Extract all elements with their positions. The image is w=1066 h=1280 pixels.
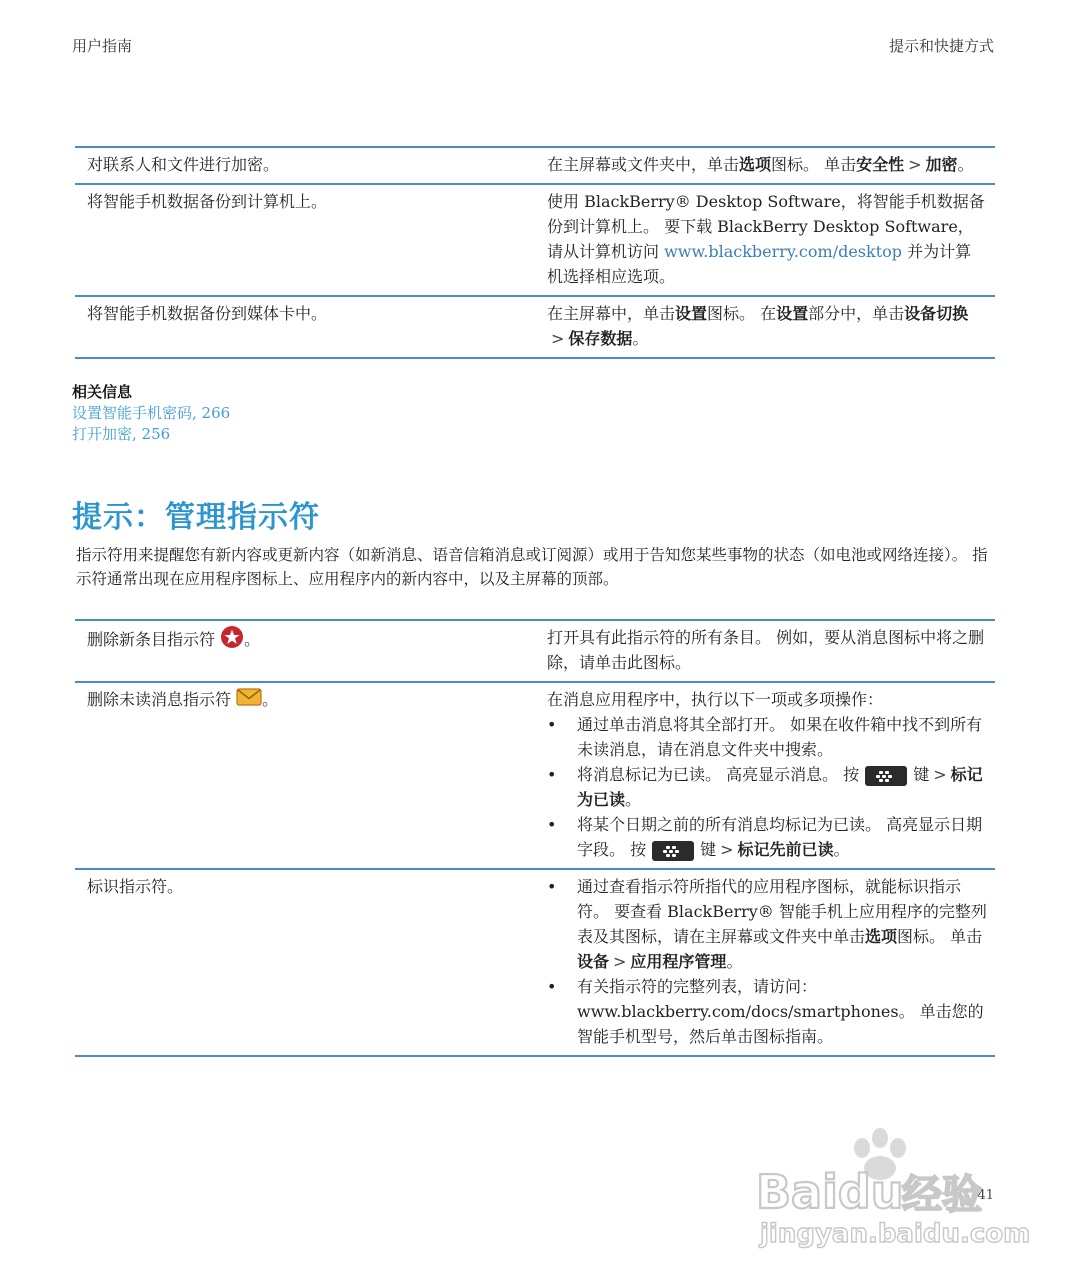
ui-term: 选项 <box>865 927 898 946</box>
task-cell: 将智能手机数据备份到媒体卡中。 <box>75 296 535 358</box>
running-header-right: 提示和快捷方式 <box>888 37 994 55</box>
text: 通过单击消息将其全部打开。 如果在收件箱中找不到所有未读消息，请在消息文件夹中搜索。 <box>577 715 983 759</box>
text: 。 <box>262 690 279 709</box>
text: 部分中，单击 <box>808 304 905 323</box>
unread-envelope-icon <box>236 687 262 714</box>
path-separator: > <box>908 155 922 174</box>
new-item-star-icon <box>220 625 244 656</box>
task-text: 删除新条目指示符 <box>87 630 216 649</box>
task-cell <box>75 682 535 869</box>
task-cell: 标识指示符。 <box>75 869 535 1056</box>
blackberry-menu-key-icon <box>652 841 694 861</box>
ui-term: 安全性 <box>856 155 905 174</box>
ui-term: 标记先前已读 <box>737 840 834 859</box>
text: 在主屏幕中，单击 <box>547 304 676 323</box>
bullet-list <box>547 874 987 1049</box>
text: 将消息标记为已读。 高亮显示消息。 按 <box>577 765 860 784</box>
watermark-brand: Baidu <box>756 1165 904 1219</box>
ui-term: 标记为已读 <box>577 765 983 809</box>
task-cell <box>75 620 535 682</box>
related-info-title: 相关信息 <box>72 383 133 401</box>
baidu-watermark-logo <box>752 1118 1031 1258</box>
text: 有关指示符的完整列表，请访问：www.blackberry.com/docs/smartphones。 单击您的智能手机型号，然后单击图标指南。 <box>577 977 984 1046</box>
instruction-cell <box>535 147 995 184</box>
text: 通过查看指示符所指代的应用程序图标，就能标识指示符。 要查看 BlackBerry® 智能手机上应用程序的完整列表及其图标，请在主屏幕或文件夹中单击 <box>577 877 987 946</box>
ui-term: 加密 <box>925 155 958 174</box>
table-row <box>75 620 995 682</box>
list-item <box>547 712 987 762</box>
task-cell: 对联系人和文件进行加密。 <box>75 147 535 184</box>
desktop-link[interactable]: www.blackberry.com/desktop <box>664 242 903 261</box>
bullet: • <box>547 815 557 834</box>
table-row <box>75 682 995 869</box>
page-number: 41 <box>977 1188 994 1203</box>
text: 使用 BlackBerry® Desktop Software，将智能手机数据备份到计算机上。 要下载 BlackBerry Desktop Software，请从计算机访问 <box>547 192 985 261</box>
instruction-cell <box>535 184 995 296</box>
related-link-encryption[interactable]: 打开加密, 256 <box>72 425 171 443</box>
list-item <box>547 762 987 812</box>
table-row <box>75 296 995 358</box>
path-separator: > <box>613 952 627 971</box>
text: 在主屏幕或文件夹中，单击 <box>547 155 740 174</box>
text: 并为计算机选择相应选项。 <box>547 242 972 286</box>
bullet: • <box>547 977 557 996</box>
ui-term: 应用程序管理 <box>630 952 727 971</box>
ui-term: 设置 <box>776 304 809 323</box>
text: 。 <box>833 840 850 859</box>
ui-term: 设备切换 <box>904 304 969 323</box>
text: 图标。 在 <box>707 304 777 323</box>
list-item <box>547 874 987 974</box>
text: 。 <box>625 790 642 809</box>
table-row <box>75 869 995 1056</box>
ui-term: 保存数据 <box>568 329 633 348</box>
list-item <box>547 812 987 862</box>
bullet: • <box>547 715 557 734</box>
text: 。 <box>632 329 649 348</box>
instruction-lead: 在消息应用程序中，执行以下一项或多项操作： <box>547 690 884 709</box>
path-separator: > <box>551 329 565 348</box>
instruction-cell <box>535 682 995 869</box>
tips-table-2 <box>75 619 995 1057</box>
ui-term: 选项 <box>739 155 772 174</box>
instruction-cell: 打开具有此指示符的所有条目。 例如，要从消息图标中将之删除，请单击此图标。 <box>535 620 995 682</box>
text: 。 <box>726 952 743 971</box>
instruction-cell <box>535 869 995 1056</box>
running-header-left: 用户指南 <box>72 37 133 55</box>
bullet: • <box>547 765 557 784</box>
path-separator: > <box>720 840 734 859</box>
ui-term: 设置 <box>675 304 708 323</box>
text: 键 <box>700 840 717 859</box>
task-text: 删除未读消息指示符 <box>87 690 232 709</box>
section-intro: 指示符用来提醒您有新内容或更新内容（如新消息、语音信箱消息或订阅源）或用于告知您某些事物的状态（如电池或网络连接）。 指示符通常出现在应用程序图标上、应用程序内的新内容中，以及主屏幕的顶部。 <box>76 546 988 588</box>
table-row <box>75 147 995 184</box>
text: 键 <box>913 765 930 784</box>
task-cell: 将智能手机数据备份到计算机上。 <box>75 184 535 296</box>
tips-table-1 <box>75 146 995 359</box>
section-title: 提示：管理指示符 <box>72 500 320 535</box>
text: 将某个日期之前的所有消息均标记为已读。 高亮显示日期字段。 按 <box>577 815 983 859</box>
watermark-cn: 经验 <box>902 1172 982 1218</box>
bullet-list <box>547 712 987 862</box>
text: 图标。 单击 <box>771 155 857 174</box>
related-info <box>72 382 230 445</box>
text: 。 <box>244 630 261 649</box>
related-link-password[interactable]: 设置智能手机密码, 266 <box>72 404 231 422</box>
bullet: • <box>547 877 557 896</box>
list-item <box>547 974 987 1049</box>
text: 图标。 单击 <box>897 927 983 946</box>
watermark-url: jingyan.baidu.com <box>760 1219 1031 1249</box>
path-separator: > <box>933 765 947 784</box>
text: 。 <box>957 155 974 174</box>
ui-term: 设备 <box>577 952 610 971</box>
table-row <box>75 184 995 296</box>
blackberry-menu-key-icon <box>865 766 907 786</box>
instruction-cell <box>535 296 995 358</box>
